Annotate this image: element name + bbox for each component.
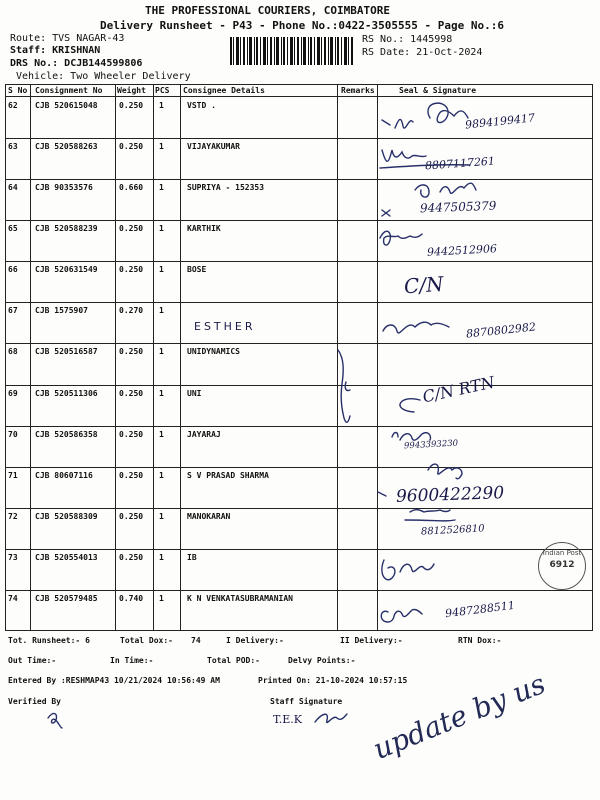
total-pod: Total POD:- — [207, 656, 260, 665]
row-consignment-no: CJB 520615048 — [35, 101, 98, 110]
tot-runsheet: Tot. Runsheet:- 6 — [8, 636, 90, 645]
printed-on: Printed On: 21-10-2024 10:57:15 — [258, 676, 408, 685]
entered-by: Entered By :RESHMAP43 10/21/2024 10:56:49 AM — [8, 676, 220, 685]
row-pcs: 1 — [159, 306, 164, 316]
row-sno: 74 — [8, 593, 18, 603]
row-sno: 64 — [8, 183, 18, 193]
row-consignee: S V PRASAD SHARMA — [187, 470, 269, 480]
handwritten-phone-71: 9600422290 — [395, 483, 505, 507]
col-header-consignee: Consignee Details — [183, 86, 265, 95]
row-consignment-no: CJB 520586358 — [35, 429, 98, 439]
row-pcs: 1 — [159, 429, 164, 439]
col-header-consignment: Consignment No — [35, 86, 103, 95]
row-consignee: JAYARAJ — [187, 429, 221, 439]
row-weight: 0.660 — [119, 183, 144, 193]
col-header-remarks: Remarks — [341, 86, 375, 95]
row-weight: 0.250 — [119, 142, 144, 152]
row-weight: 0.270 — [119, 306, 144, 316]
route-label: Route: TVS NAGAR-43 — [10, 33, 125, 44]
row-pcs: 1 — [159, 101, 164, 110]
runsheet-table — [5, 84, 593, 631]
row-consignment-no: CJB 520579485 — [35, 593, 98, 603]
col-header-seal-signature: Seal & Signature — [399, 86, 477, 95]
row-sno: 71 — [8, 470, 18, 480]
row-consignment-no: CJB 520588239 — [35, 224, 98, 234]
vehicle-label: Vehicle: Two Wheeler Delivery — [16, 71, 191, 82]
row-consignee: VSTD . — [187, 101, 216, 110]
row-weight: 0.250 — [119, 388, 144, 398]
row-consignee: BOSE — [187, 265, 207, 275]
row-pcs: 1 — [159, 552, 164, 562]
row-pcs: 1 — [159, 142, 164, 152]
out-time: Out Time:- — [8, 656, 57, 665]
row-consignee: SUPRIYA - 152353 — [187, 183, 265, 193]
stamp-number: 6912 — [549, 560, 575, 570]
row-weight: 0.250 — [119, 224, 144, 234]
row-consignment-no: CJB 520511306 — [35, 388, 98, 398]
handwritten-phone-72: 8812526810 — [420, 523, 485, 538]
table-row — [5, 471, 593, 508]
row-consignment-no: CJB 520631549 — [35, 265, 98, 275]
row-consignee: MANOKARAN — [187, 511, 231, 521]
stamp-caption: Indian Post — [542, 549, 582, 557]
col-header-pcs: PCS — [155, 86, 170, 95]
col-header-sno: S No — [8, 86, 28, 95]
ii-delivery: II Delivery:- — [340, 636, 403, 645]
table-row — [5, 306, 593, 343]
rs-number: RS No.: 1445998 — [362, 34, 453, 45]
table-row — [5, 183, 593, 220]
row-weight: 0.250 — [119, 101, 144, 110]
handwritten-phone-70: 9943393230 — [403, 438, 459, 452]
table-row — [5, 265, 593, 302]
row-sno: 63 — [8, 142, 18, 152]
row-consignment-no: CJB 520588309 — [35, 511, 98, 521]
table-row — [5, 224, 593, 261]
table-row — [5, 389, 593, 426]
row-consignment-no: CJB 520554013 — [35, 552, 98, 562]
row-consignment-no: CJB 520588263 — [35, 142, 98, 152]
row-pcs: 1 — [159, 388, 164, 398]
rtn-dox: RTN Dox:- — [458, 636, 502, 645]
table-row — [5, 142, 593, 179]
handwritten-phone-65: 9442512906 — [426, 242, 498, 259]
total-dox-value: 74 — [191, 636, 201, 645]
row-consignee: UNIDYNAMICS — [187, 347, 240, 357]
in-time: In Time:- — [110, 656, 154, 665]
row-pcs: 1 — [159, 511, 164, 521]
row-consignee: K N VENKATASUBRAMANIAN — [187, 593, 293, 603]
handwritten-cn-66: C/N — [403, 271, 445, 299]
table-row — [5, 594, 593, 631]
row-sno: 73 — [8, 552, 18, 562]
row-sno: 68 — [8, 347, 18, 357]
row-sno: 67 — [8, 306, 18, 316]
row-consignment-no: CJB 90353576 — [35, 183, 93, 193]
row-consignee: IB — [187, 552, 197, 562]
row-weight: 0.250 — [119, 429, 144, 439]
page-subtitle: Delivery Runsheet - P43 - Phone No.:0422-3505555 - Page No.:6 — [100, 19, 504, 32]
update-note: update by us — [368, 667, 550, 766]
delvy-points: Delvy Points:- — [288, 656, 356, 665]
row-sno: 70 — [8, 429, 18, 439]
row-sno: 69 — [8, 388, 18, 398]
row-consignment-no: CJB 80607116 — [35, 470, 93, 480]
row-weight: 0.250 — [119, 552, 144, 562]
row-weight: 0.250 — [119, 511, 144, 521]
row-consignee: KARTHIK — [187, 224, 221, 234]
row-pcs: 1 — [159, 224, 164, 234]
row-pcs: 1 — [159, 265, 164, 275]
row-pcs: 1 — [159, 593, 164, 603]
row-weight: 0.740 — [119, 593, 144, 603]
row-pcs: 1 — [159, 183, 164, 193]
staff-signature-handwritten: T.E.K — [273, 713, 302, 726]
row-sno: 65 — [8, 224, 18, 234]
total-dox-label: Total Dox:- — [120, 636, 173, 645]
handwritten-phone-74: 9487288511 — [444, 598, 516, 621]
handwritten-phone-63: 8807117261 — [424, 154, 496, 173]
page-title: THE PROFESSIONAL COURIERS, COIMBATORE — [145, 4, 391, 17]
row-sno: 66 — [8, 265, 18, 275]
barcode — [230, 37, 354, 65]
handwritten-phone-64: 9447505379 — [419, 198, 497, 216]
i-delivery: I Delivery:- — [226, 636, 284, 645]
staff-signature-label: Staff Signature — [270, 697, 343, 706]
row-sno: 72 — [8, 511, 18, 521]
table-row — [5, 101, 593, 138]
row-consignee: VIJAYAKUMAR — [187, 142, 240, 152]
staff-label: Staff: KRISHNAN — [10, 45, 101, 56]
table-row — [5, 512, 593, 549]
rs-date: RS Date: 21-Oct-2024 — [362, 47, 483, 58]
row-pcs: 1 — [159, 470, 164, 480]
row-pcs: 1 — [159, 347, 164, 357]
table-row — [5, 430, 593, 467]
row-weight: 0.250 — [119, 347, 144, 357]
col-header-weight: Weight — [117, 86, 146, 95]
row-consignee: UNI — [187, 388, 202, 398]
row-consignment-no: CJB 520516587 — [35, 347, 98, 357]
barcode-graphic — [230, 37, 354, 65]
drs-label: DRS No.: DCJB144599806 — [10, 58, 143, 69]
handwritten-phone-67: 8870802982 — [465, 320, 537, 341]
verified-by: Verified By — [8, 697, 61, 706]
handwritten-phone-62: 9894199417 — [464, 111, 536, 132]
table-row — [5, 347, 593, 384]
row-weight: 0.250 — [119, 265, 144, 275]
table-row — [5, 553, 593, 590]
row-consignment-no: CJB 1575907 — [35, 306, 88, 316]
handwritten-cn-rtn-69: C/N RTN — [420, 372, 497, 407]
handwritten-esther: ESTHER — [194, 320, 256, 333]
row-sno: 62 — [8, 101, 18, 110]
row-weight: 0.250 — [119, 470, 144, 480]
